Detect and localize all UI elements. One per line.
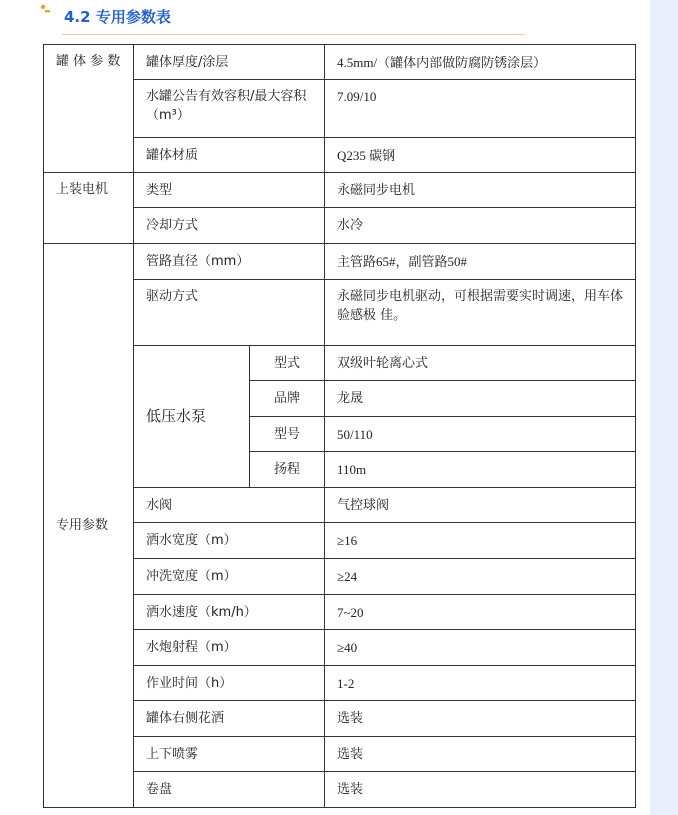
row-value: 7.09/10 <box>325 80 636 138</box>
row-label: 冷却方式 <box>134 208 325 244</box>
pump-item-label: 型号 <box>250 417 325 452</box>
row-value: 4.5mm/（罐体内部做防腐防锈涂层） <box>325 45 636 80</box>
row-label: 作业时间（h） <box>134 666 325 701</box>
group-tank: 罐 体 参 数 <box>44 45 134 173</box>
pump-label: 低压水泵 <box>134 346 250 488</box>
row-value: 7~20 <box>325 595 636 630</box>
row-value: 永磁同步电机 <box>325 173 636 208</box>
pump-item-label: 扬程 <box>250 452 325 488</box>
pump-item-value: 50/110 <box>325 417 636 452</box>
row-label: 类型 <box>134 173 325 208</box>
row-value: ≥16 <box>325 523 636 559</box>
row-label: 罐体右侧花洒 <box>134 701 325 737</box>
section-number: 4.2 <box>64 8 91 26</box>
section-title: 专用参数表 <box>95 8 171 26</box>
row-label: 水罐公告有效容积/最大容积（m³） <box>134 80 325 138</box>
row-label: 罐体厚度/涂层 <box>134 45 325 80</box>
row-value: 主管路65#，副管路50# <box>325 244 636 280</box>
row-value: Q235 碳钢 <box>325 138 636 173</box>
row-label: 管路直径（mm） <box>134 244 325 280</box>
group-special: 专用参数 <box>44 244 134 808</box>
pump-item-value: 110m <box>325 452 636 488</box>
pump-item-label: 品牌 <box>250 381 325 417</box>
heading-underline <box>62 34 524 35</box>
row-label: 洒水速度（km/h） <box>134 595 325 630</box>
decorative-mark-icon <box>40 4 50 14</box>
group-motor: 上装电机 <box>44 173 134 244</box>
row-label: 卷盘 <box>134 772 325 808</box>
row-label: 冲洗宽度（m） <box>134 559 325 595</box>
row-value: ≥40 <box>325 630 636 666</box>
pump-item-value: 双级叶轮离心式 <box>325 346 636 381</box>
row-value: 水冷 <box>325 208 636 244</box>
row-value: 选装 <box>325 737 636 772</box>
row-label: 罐体材质 <box>134 138 325 173</box>
row-label: 上下喷雾 <box>134 737 325 772</box>
row-value: 气控球阀 <box>325 488 636 523</box>
pump-item-value: 龙晟 <box>325 381 636 417</box>
spec-table <box>43 44 636 808</box>
row-value: 1-2 <box>325 666 636 701</box>
row-label: 水炮射程（m） <box>134 630 325 666</box>
row-label: 驱动方式 <box>134 280 325 346</box>
row-value: 选装 <box>325 772 636 808</box>
row-value: 永磁同步电机驱动，可根据需要实时调速，用车体验感极 佳。 <box>325 280 636 346</box>
row-label: 水阀 <box>134 488 325 523</box>
pump-item-label: 型式 <box>250 346 325 381</box>
row-label: 洒水宽度（m） <box>134 523 325 559</box>
table-row <box>44 173 636 208</box>
row-value: ≥24 <box>325 559 636 595</box>
table-row <box>44 45 636 80</box>
table-row <box>44 244 636 280</box>
row-value: 选装 <box>325 701 636 737</box>
